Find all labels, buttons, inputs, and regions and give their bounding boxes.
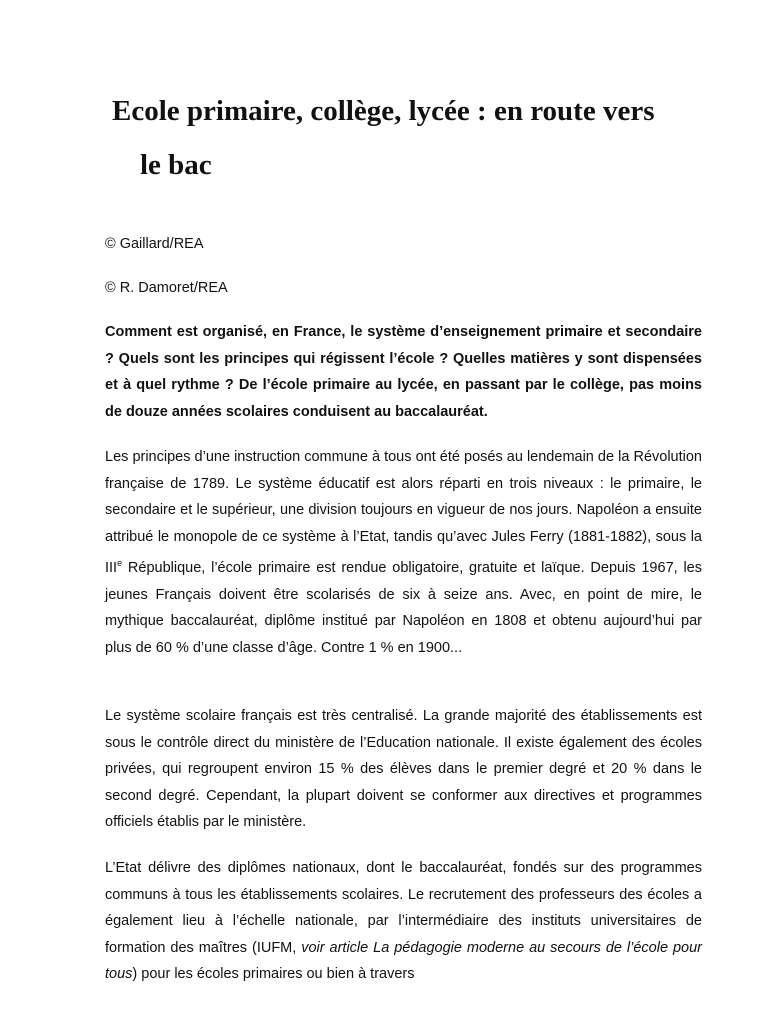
body-paragraph-2: Le système scolaire français est très centralisé. La grande majorité des établissements est sous le contrôle direct du ministère de l’Education nationale. Il existe également des écoles privées, qui regroupent environ 15 % des élèves dans le premier degré et 20 % dans le second degré. Cependant, la plupart doivent se conformer aux directives et programmes officiels établis par le ministère. — [105, 708, 702, 831]
paragraph-text: Les principes d’une instruction commune à tous ont été posés au lendemain de la Révolution française de 1789. Le système éducatif est alors réparti en trois niveaux : le primaire, le secondaire et le supérieur, une division toujours en vigueur de nos jours. Napoléon a ensuite attribué le monopole de ce système à l’Etat, tandis qu’avec Jules Ferry (1881-1882), sous la III — [105, 449, 702, 577]
title-line-1: Ecole primaire, collège, lycée : en route vers — [112, 95, 655, 127]
lead-paragraph: Comment est organisé, en France, le système d’enseignement primaire et secondaire ? Quels sont les principes qui régissent l’école ? Quelles matières y sont dispensées et à quel rythme ? De l’école primaire au lycée, en passant par le collège, pas moins de douze années scolaires conduisent au baccalauréat. — [105, 324, 702, 420]
paragraph-text: ) pour les écoles primaires ou bien à travers — [132, 966, 415, 983]
body-paragraph-3 — [105, 855, 702, 988]
photo-credit: © Gaillard/REA — [105, 236, 204, 252]
title-line-2: le bac — [140, 149, 212, 181]
paragraph-text: L’Etat délivre des diplômes nationaux, dont le baccalauréat, fondés sur des programmes communs à tous les établissements scolaires. Le recrutement des professeurs des écoles a également lieu à l’échelle nationale, par l’intermédiaire des instituts universitaires de formation des maîtres (IUFM, — [105, 860, 702, 956]
body-paragraph-1 — [105, 444, 702, 662]
superscript: e — [117, 558, 123, 569]
document-title — [112, 84, 722, 192]
photo-credit: © R. Damoret/REA — [105, 280, 228, 296]
article-reference: voir article La pédagogie moderne au secours de l’école pour tous — [105, 939, 702, 983]
paragraph-text: République, l’école primaire est rendue obligatoire, gratuite et laïque. Depuis 1967, les jeunes Français doivent être scolarisés de six à seize ans. Avec, en point de mire, le mythique baccalauréat, diplôme institué par Napoléon en 1808 et obtenu aujourd’hui par plus de 60 % d’une classe d’âge. Contre 1 % en 1900... — [105, 560, 702, 656]
